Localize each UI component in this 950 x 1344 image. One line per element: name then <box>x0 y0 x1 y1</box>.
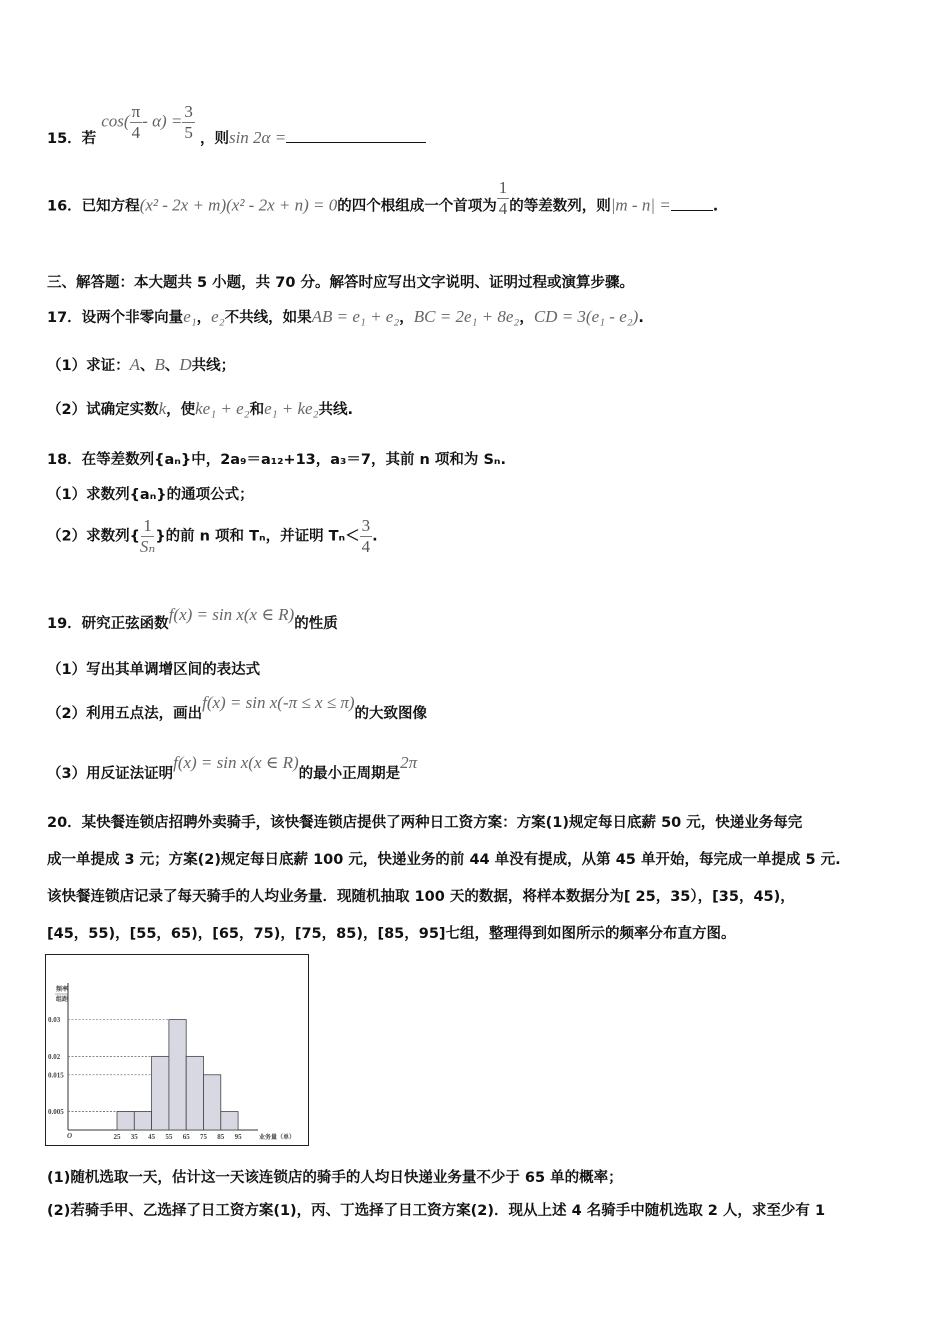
question-17 <box>47 306 644 327</box>
histogram-bar <box>169 1020 186 1130</box>
question-19-part3 <box>47 752 418 782</box>
math: - α) = <box>142 111 183 131</box>
x-tick-label: 95 <box>234 1133 242 1141</box>
origin-label: O <box>67 1132 73 1140</box>
x-tick-label: 25 <box>113 1133 121 1141</box>
text: 和 <box>249 402 265 418</box>
x-tick-label: 55 <box>165 1133 173 1141</box>
y-tick-label: 0.02 <box>48 1052 61 1061</box>
text: 、 <box>164 358 180 374</box>
math: cos( <box>101 111 130 131</box>
question-15 <box>47 102 426 147</box>
math: f(x) = sin x(x ∈ R) <box>173 753 299 772</box>
text: ，则 <box>199 130 229 147</box>
math: e₁ <box>183 307 197 326</box>
text: 、 <box>139 358 155 374</box>
math: ke₁ + e₂ <box>195 399 250 418</box>
histogram-bar <box>152 1056 169 1130</box>
x-tick-label: 75 <box>200 1133 207 1141</box>
math: A <box>129 355 140 374</box>
text: 16．已知方程 <box>47 198 140 215</box>
text: }的前 n 项和 Tₙ，并证明 Tₙ＜ <box>155 528 360 545</box>
y-label-bottom: 组距 <box>56 997 69 1003</box>
math: D <box>179 355 192 374</box>
denominator: 4 <box>361 537 371 556</box>
math: 2π <box>400 753 418 772</box>
x-tick-label: 45 <box>148 1133 156 1141</box>
q-number: 15．若 <box>47 130 97 147</box>
text: （2）试确定实数 <box>47 402 159 418</box>
text: ， <box>519 310 534 326</box>
y-label-top: 频率 <box>56 987 69 993</box>
answer-blank[interactable] <box>671 210 713 211</box>
text: 的四个根组成一个首项为 <box>337 198 497 215</box>
text: 的等差数列，则 <box>509 198 611 215</box>
math: f(x) = sin x(-π ≤ x ≤ π) <box>202 693 355 712</box>
question-20-line: 该快餐连锁店记录了每天骑手的人均业务量．现随机抽取 100 天的数据，将样本数据分为[ 25，35），[35，45)， <box>47 889 795 905</box>
fraction-1-Sn <box>140 516 155 557</box>
fraction-1-4 <box>497 178 510 219</box>
question-16 <box>47 178 719 227</box>
text: 不共线，如果 <box>224 310 312 326</box>
text: ，使 <box>166 402 196 418</box>
math: sin 2α = <box>228 127 287 147</box>
answer-blank[interactable] <box>286 142 426 143</box>
text: 17．设两个非零向量 <box>47 310 184 326</box>
question-19 <box>47 604 338 632</box>
math: f(x) = sin x(x ∈ R) <box>168 605 295 624</box>
x-tick-label: 35 <box>130 1133 138 1141</box>
y-tick-label: 0.03 <box>48 1016 61 1025</box>
text: 19．研究正弦函数 <box>47 616 169 632</box>
text: （2）求数列{ <box>47 528 140 545</box>
math: |m - n| = <box>610 195 671 215</box>
x-tick-label: 65 <box>182 1133 190 1141</box>
math: CD = 3(e₁ - e₂) <box>533 307 639 326</box>
text: 的大致图像 <box>354 706 428 722</box>
numerator: π <box>131 102 141 121</box>
denominator: Sₙ <box>139 537 156 556</box>
text: ， <box>196 310 212 326</box>
histogram-bar <box>186 1056 203 1130</box>
question-19-part1: （1）写出其单调增区间的表达式 <box>47 662 261 678</box>
text: （3）用反证法证明 <box>47 766 174 782</box>
fraction-3-4 <box>360 516 373 557</box>
denominator: 4 <box>498 199 508 218</box>
math: k <box>158 399 167 418</box>
question-20-part2: (2)若骑手甲、乙选择了日工资方案(1)，丙、丁选择了日工资方案(2)．现从上述 4 名骑手中随机选取 2 人，求至少有 1 <box>47 1203 826 1219</box>
histogram-bar <box>134 1112 151 1130</box>
question-20-line: 20．某快餐连锁店招聘外卖骑手，该快餐连锁店提供了两种日工资方案：方案(1)规定每日底薪 50 元，快递业务每完 <box>47 815 803 831</box>
histogram-bar <box>221 1112 238 1130</box>
question-19-part2 <box>47 692 428 722</box>
question-20-line: 成一单提成 3 元；方案(2)规定每日底薪 100 元，快递业务的前 44 单没有提成，从第 45 单开始，每完成一单提成 5 元. <box>47 852 841 868</box>
numerator: 1 <box>143 516 152 535</box>
math: BC = 2e₁ + 8e₂ <box>413 307 520 326</box>
text: . <box>372 528 378 545</box>
denominator: 5 <box>184 123 193 142</box>
y-tick-label: 0.015 <box>48 1071 64 1080</box>
question-17-part2 <box>47 398 353 419</box>
question-20-line: [45，55)，[55，65)，[65，75)，[75，85)，[85，95]七组，整理得到如图所示的频率分布直方图。 <box>47 926 736 942</box>
question-18: 18．在等差数列{aₙ}中，2a₉＝a₁₂+13，a₃＝7，其前 n 项和为 Sₙ. <box>47 452 506 468</box>
x-tick-label: 85 <box>217 1133 225 1141</box>
text: 共线； <box>191 358 236 374</box>
fraction-3-5 <box>182 102 195 143</box>
text: . <box>638 310 644 326</box>
question-18-part1: （1）求数列{aₙ}的通项公式； <box>47 487 254 503</box>
histogram-bar <box>117 1112 134 1130</box>
text: ， <box>399 310 414 326</box>
text: 共线. <box>318 402 354 418</box>
text: （2）利用五点法，画出 <box>47 706 203 722</box>
section-heading: 三、解答题：本大题共 5 小题，共 70 分。解答时应写出文字说明、证明过程或演算步骤。 <box>47 275 634 291</box>
math: e₁ + ke₂ <box>264 399 319 418</box>
text: 的最小正周期是 <box>298 766 401 782</box>
text: 的性质 <box>294 616 338 632</box>
y-tick-label: 0.005 <box>48 1108 64 1117</box>
math: AB = e₁ + e₂ <box>311 307 400 326</box>
histogram-figure <box>45 954 309 1146</box>
histogram-bar <box>204 1075 221 1130</box>
math: e₂ <box>211 307 225 326</box>
text: （1）求证： <box>47 358 130 374</box>
text: . <box>712 198 719 215</box>
question-17-part1 <box>47 354 235 375</box>
question-18-part2 <box>47 516 378 557</box>
x-axis-label: 业务量（单） <box>259 1135 296 1141</box>
numerator: 3 <box>361 516 371 535</box>
denominator: 4 <box>131 123 141 142</box>
numerator: 1 <box>498 178 508 197</box>
math: (x² - 2x + m)(x² - 2x + n) = 0 <box>139 195 338 215</box>
histogram-chart <box>46 955 308 1145</box>
math: B <box>154 355 165 374</box>
numerator: 3 <box>184 102 193 121</box>
fraction-pi-4 <box>130 102 143 143</box>
question-20-part1: (1)随机选取一天，估计这一天该连锁店的骑手的人均日快递业务量不少于 65 单的概率； <box>47 1170 623 1186</box>
